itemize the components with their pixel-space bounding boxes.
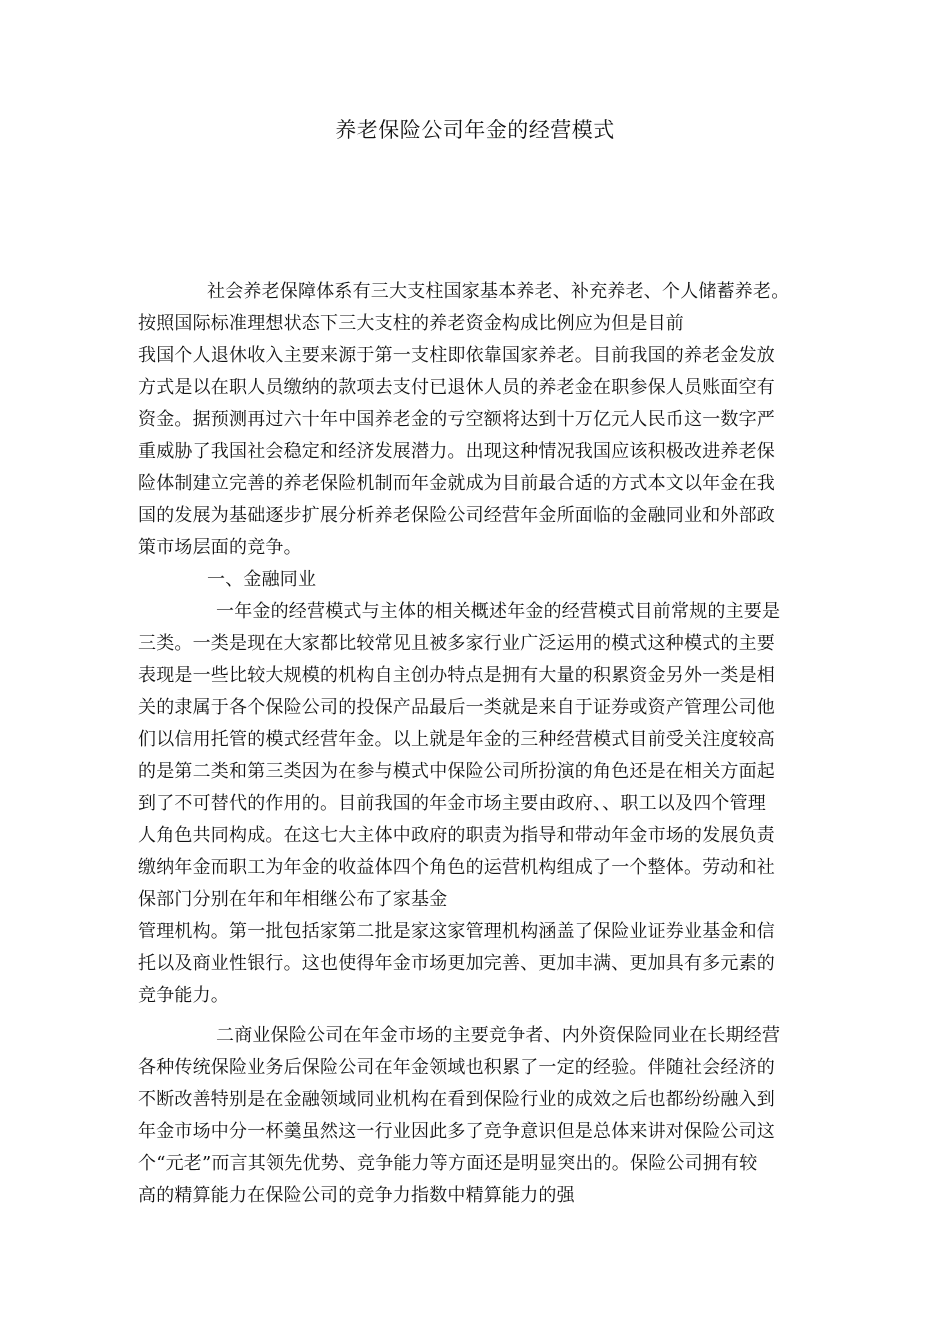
paragraph-line: 策市场层面的竞争。 [138,537,302,558]
paragraph-line: 表现是一些比较大规模的机构自主创办特点是拥有大量的积累资金另外一类是相 [138,665,775,686]
paragraph-line: 方式是以在职人员缴纳的款项去支付已退休人员的养老金在职参保人员账面空有 [138,377,775,398]
paragraph-line: 年金市场中分一杯羹虽然这一行业因此多了竞争意识但是总体来讲对保险公司这 [138,1121,775,1142]
paragraph-line: 管理机构。第一批包括家第二批是家这家管理机构涵盖了保险业证券业基金和信 [138,921,775,942]
paragraph-line: 资金。据预测再过六十年中国养老金的亏空额将达到十万亿元人民币这一数字严 [138,409,775,430]
paragraph-line: 人角色共同构成。在这七大主体中政府的职责为指导和带动年金市场的发展负责 [138,825,775,846]
paragraph-line: 不断改善特别是在金融领域同业机构在看到保险行业的成效之后也都纷纷融入到 [138,1089,775,1110]
paragraph-line: 竞争能力。 [138,985,229,1006]
paragraph-line: 三类。一类是现在大家都比较常见且被多家行业广泛运用的模式这种模式的主要 [138,633,775,654]
paragraph-line: 社会养老保障体系有三大支柱国家基本养老、补充养老、个人储蓄养老。 [207,281,790,302]
paragraph-line: 各种传统保险业务后保险公司在年金领域也积累了一定的经验。伴随社会经济的 [138,1057,775,1078]
paragraph-line: 到了不可替代的作用的。目前我国的年金市场主要由政府、、职工以及四个管理 [138,793,766,814]
paragraph-line: 按照国际标准理想状态下三大支柱的养老资金构成比例应为但是目前 [138,313,684,334]
paragraph-line: 二商业保险公司在年金市场的主要竞争者、内外资保险同业在长期经营 [216,1025,781,1046]
paragraph-line: 保部门分别在年和年相继公布了家基金 [138,889,448,910]
paragraph-line: 国的发展为基础逐步扩展分析养老保险公司经营年金所面临的金融同业和外部政 [138,505,775,526]
paragraph-line: 们以信用托管的模式经营年金。以上就是年金的三种经营模式目前受关注度较高 [138,729,775,750]
paragraph-line: 关的隶属于各个保险公司的投保产品最后一类就是来自于证券或资产管理公司他 [138,697,775,718]
paragraph-line: 我国个人退休收入主要来源于第一支柱即依靠国家养老。目前我国的养老金发放 [138,345,775,366]
section-heading: 一、金融同业 [207,569,317,590]
paragraph-line: 险体制建立完善的养老保险机制而年金就成为目前最合适的方式本文以年金在我 [138,473,775,494]
paragraph-line: 个“元老”而言其领先优势、竞争能力等方面还是明显突出的。保险公司拥有较 [138,1153,758,1174]
paragraph-line: 缴纳年金而职工为年金的收益体四个角色的运营机构组成了一个整体。劳动和社 [138,857,775,878]
paragraph-line: 的是第二类和第三类因为在参与模式中保险公司所扮演的角色还是在相关方面起 [138,761,775,782]
paragraph-line: 重威胁了我国社会稳定和经济发展潜力。出现这种情况我国应该积极改进养老保 [138,441,775,462]
document-body [138,276,838,1212]
paragraph-line: 托以及商业性银行。这也使得年金市场更加完善、更加丰满、更加具有多元素的 [138,953,775,974]
paragraph-line: 一年金的经营模式与主体的相关概述年金的经营模式目前常规的主要是 [216,601,781,622]
paragraph-line: 高的精算能力在保险公司的竞争力指数中精算能力的强 [138,1185,575,1206]
page-title: 养老保险公司年金的经营模式 [335,118,615,142]
